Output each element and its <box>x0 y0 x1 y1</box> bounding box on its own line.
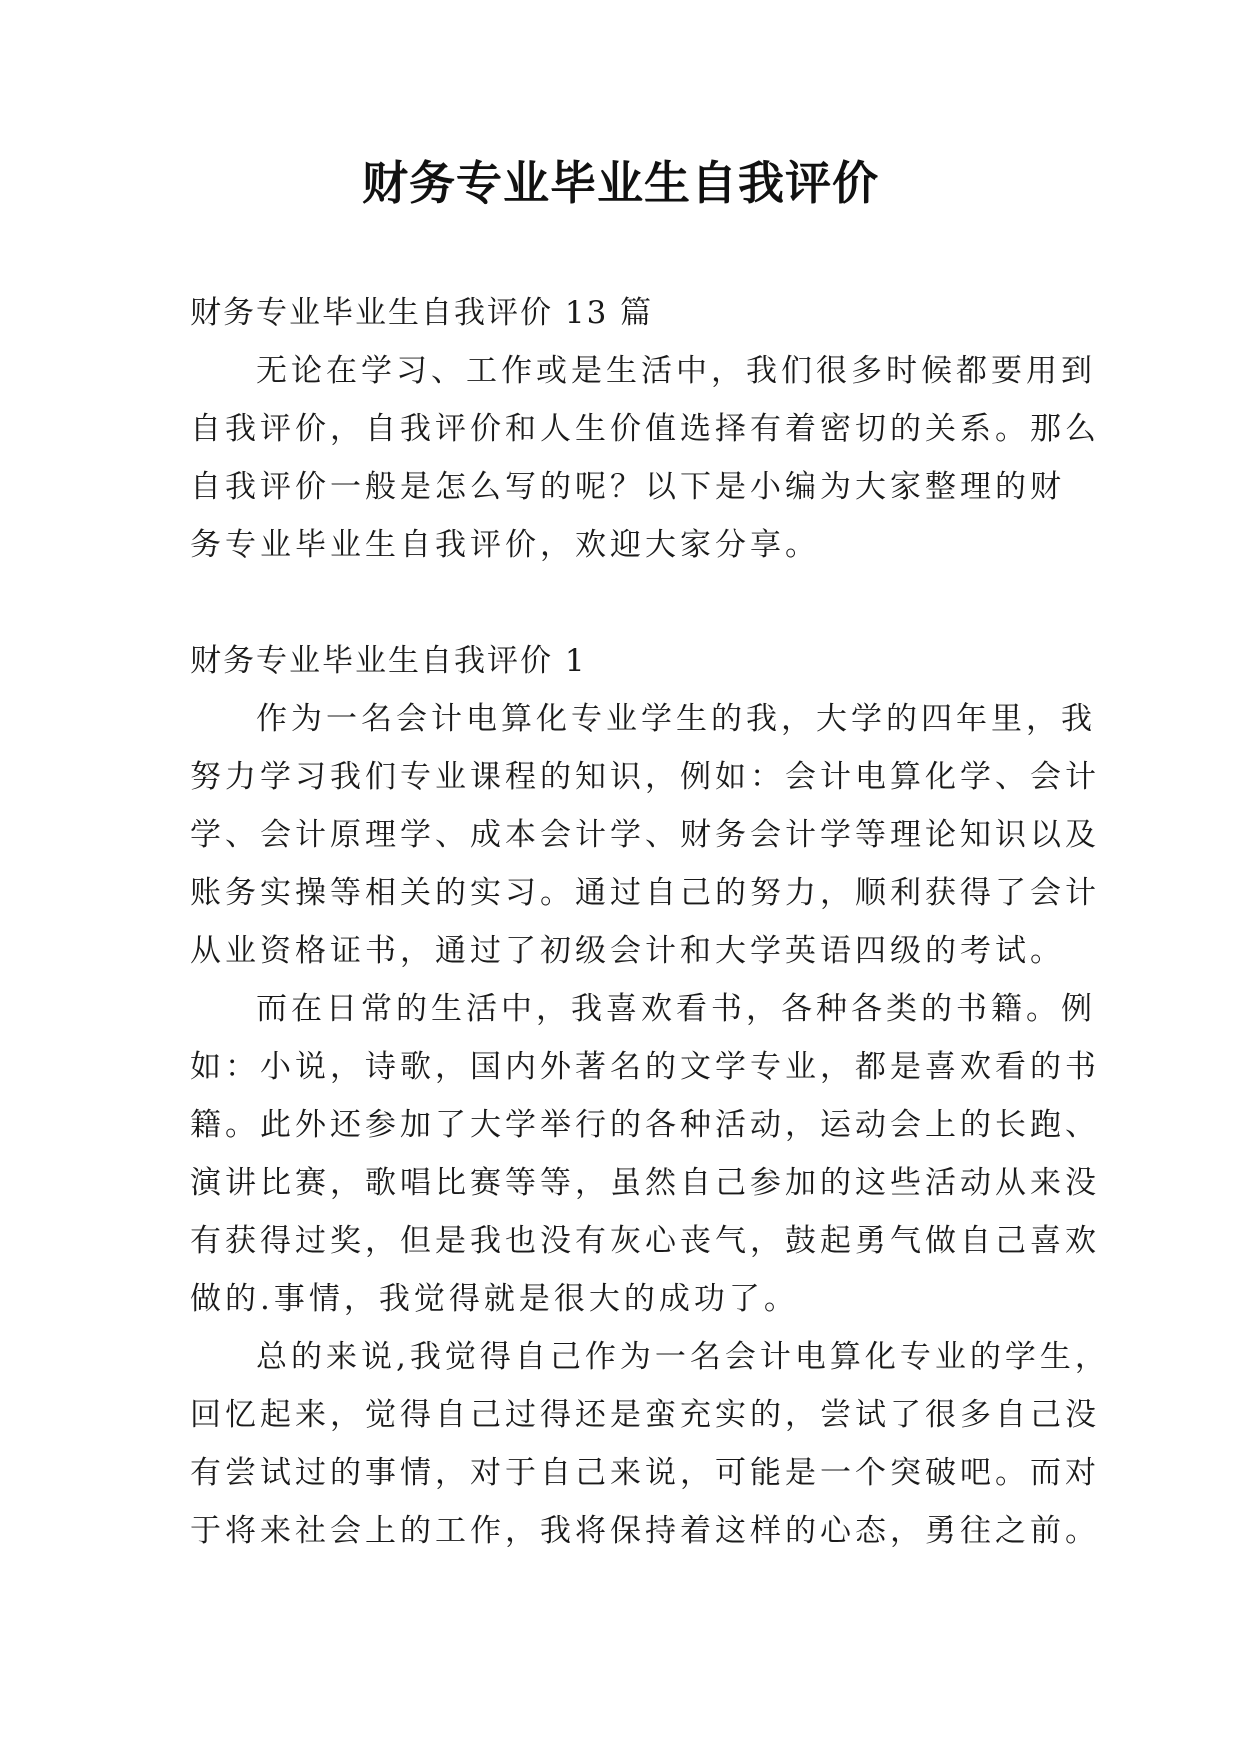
paragraph-line: 做的.事情，我觉得就是很大的成功了。 <box>190 1281 799 1317</box>
paragraph-1 <box>190 690 1100 980</box>
blank-line <box>190 574 1050 632</box>
paragraph-3 <box>190 1328 1110 1560</box>
paragraph-line: 总的来说,我觉得自己作为一名会计电算化专业的学生， <box>256 1339 1110 1375</box>
paragraph-line: 学、会计原理学、成本会计学、财务会计学等理论知识以及 <box>190 817 1100 853</box>
document-body <box>190 284 1110 1560</box>
paragraph-line: 自我评价，自我评价和人生价值选择有着密切的关系。那么 <box>190 411 1100 447</box>
section-heading: 财务专业毕业生自我评价 1 <box>190 643 587 679</box>
paragraph-line: 演讲比赛，歌唱比赛等等，虽然自己参加的这些活动从来没 <box>190 1165 1100 1201</box>
paragraph-line: 如：小说，诗歌，国内外著名的文学专业，都是喜欢看的书 <box>190 1049 1100 1085</box>
paragraph-line: 从业资格证书，通过了初级会计和大学英语四级的考试。 <box>190 933 1065 969</box>
paragraph-line: 无论在学习、工作或是生活中，我们很多时候都要用到 <box>256 353 1096 389</box>
intro-paragraph <box>190 342 1100 574</box>
paragraph-line: 回忆起来，觉得自己过得还是蛮充实的，尝试了很多自己没 <box>190 1397 1100 1433</box>
page-title: 财务专业毕业生自我评价 <box>362 156 879 210</box>
paragraph-line: 籍。此外还参加了大学举行的各种活动，运动会上的长跑、 <box>190 1107 1100 1143</box>
paragraph-line: 账务实操等相关的实习。通过自己的努力，顺利获得了会计 <box>190 875 1100 911</box>
paragraph-line: 而在日常的生活中，我喜欢看书，各种各类的书籍。例 <box>256 991 1096 1027</box>
paragraph-line: 努力学习我们专业课程的知识，例如：会计电算化学、会计 <box>190 759 1100 795</box>
paragraph-line: 作为一名会计电算化专业学生的我，大学的四年里，我 <box>256 701 1096 737</box>
paragraph-line: 自我评价一般是怎么写的呢？以下是小编为大家整理的财 <box>190 469 1065 505</box>
paragraph-line: 有尝试过的事情，对于自己来说，可能是一个突破吧。而对 <box>190 1455 1100 1491</box>
paragraph-line: 有获得过奖，但是我也没有灰心丧气，鼓起勇气做自己喜欢 <box>190 1223 1100 1259</box>
document-subtitle: 财务专业毕业生自我评价 13 篇 <box>190 295 654 331</box>
paragraph-2 <box>190 980 1100 1328</box>
paragraph-line: 于将来社会上的工作，我将保持着这样的心态，勇往之前。 <box>190 1513 1100 1549</box>
paragraph-line: 务专业毕业生自我评价，欢迎大家分享。 <box>190 527 820 563</box>
